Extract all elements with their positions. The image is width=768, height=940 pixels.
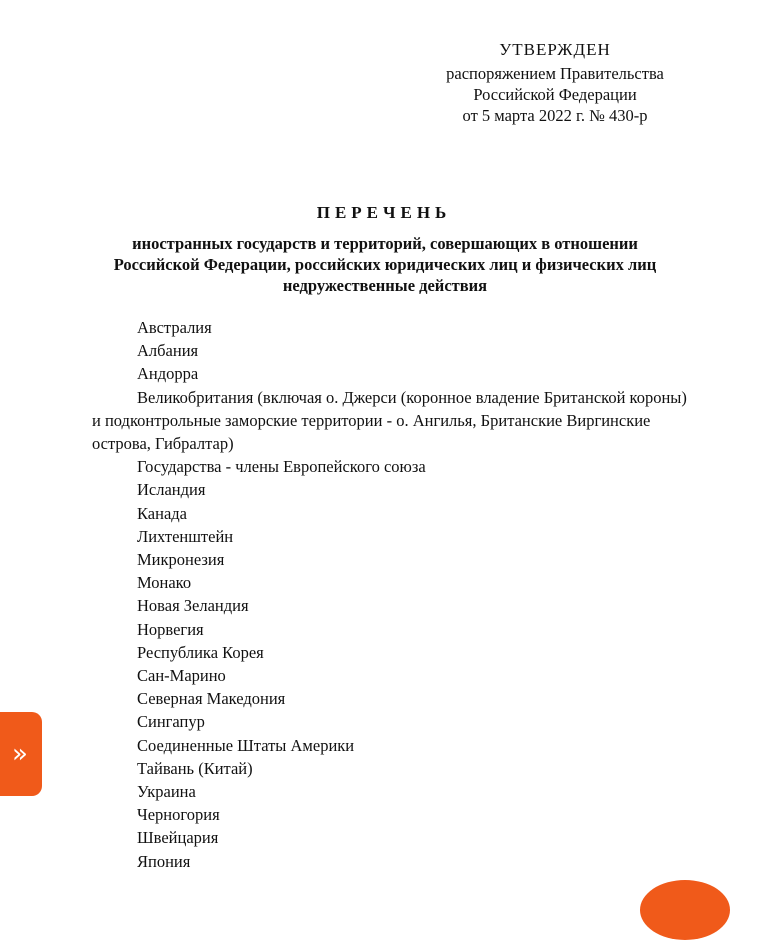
- list-item: Канада: [137, 503, 187, 523]
- list-item: Албания: [137, 341, 199, 361]
- list-item: Швейцария: [137, 828, 219, 848]
- double-chevron-right-icon: »: [12, 739, 28, 769]
- list-item: Микронезия: [137, 550, 225, 570]
- approval-block: [400, 39, 710, 126]
- list-item: Лихтенштейн: [137, 526, 234, 546]
- approval-line-2: Российской Федерации: [473, 85, 637, 104]
- list-item: Норвегия: [137, 619, 204, 639]
- document-title: ПЕРЕЧЕНЬ: [316, 203, 452, 222]
- list-item: Северная Македония: [137, 689, 286, 709]
- list-item: Монако: [137, 573, 192, 593]
- approval-line-3: от 5 марта 2022 г. № 430-р: [462, 106, 648, 125]
- list-item: Сингапур: [137, 712, 205, 732]
- list-item: Республика Корея: [137, 642, 264, 662]
- list-item: Черногория: [137, 805, 220, 825]
- list-item: Япония: [137, 851, 191, 871]
- list-item: Андорра: [137, 364, 199, 384]
- list-item: Сан-Марино: [137, 666, 226, 686]
- list-item: Австралия: [137, 318, 212, 337]
- list-item: Исландия: [137, 480, 206, 500]
- approval-line-1: распоряжением Правительства: [446, 64, 664, 83]
- list-item: Великобритания (включая о. Джерси (коронное владение Британской короны) и подконтрольные заморские территории - о. Ангилья, Британские Виргинские острова, Гибралтар): [92, 387, 687, 454]
- list-item: Соединенные Штаты Америки: [137, 735, 355, 755]
- approval-stamp: УТВЕРЖДЕН: [499, 40, 611, 59]
- side-expand-button[interactable]: [0, 712, 42, 796]
- list-item: Тайвань (Китай): [137, 758, 253, 778]
- document-subtitle: иностранных государств и территорий, совершающих в отношении Российской Федерации, российских юридических лиц и физических лиц недружественные действия: [113, 234, 657, 295]
- floating-action-button[interactable]: [640, 880, 730, 940]
- list-item: Государства - члены Европейского союза: [137, 457, 426, 477]
- list-item: Украина: [137, 782, 196, 802]
- list-item: Новая Зеландия: [137, 596, 249, 616]
- country-list: [92, 316, 687, 873]
